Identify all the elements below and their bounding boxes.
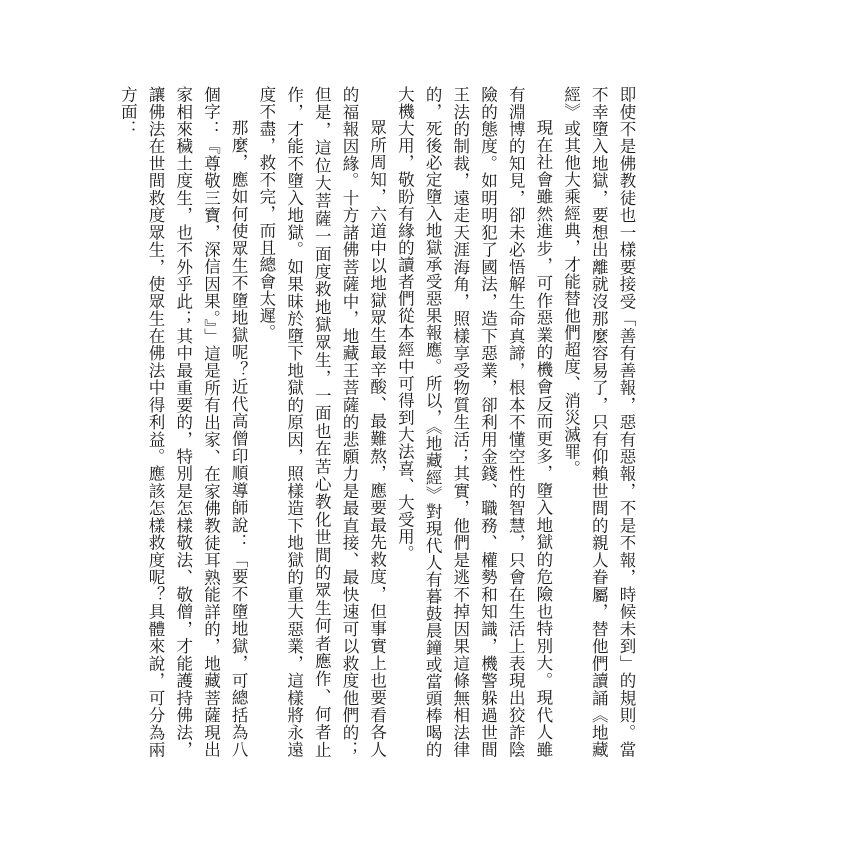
paragraph-2: 現在社會雖然進步，可作惡業的機會反而更多，墮入地獄的危險也特別大。現代人雖有淵博的知見，卻未必悟解生命真諦，根本不懂空性的智慧，只會在生活上表現出狡詐陰險的態度。如明明犯了國法，造下惡業，卻利用金錢、職務、權勢和知識，機警躲過世間王法的制裁，遠走天涯海角，照樣享受物質生活；其實，他們是逃不掉因果這條無相法律的，死後必定墮入地獄承受惡果報應。所以，《地藏經》對現代人有暮鼓晨鐘或當頭棒喝的大機大用，敬盼有緣的讀者們從本經中可得到大法喜、大受用。 bbox=[395, 86, 553, 758]
paragraph-4: 那麼，應如何使眾生不墮地獄呢？近代高僧印順導師說：「要不墮地獄，可總括為八個字：『尊敬三寶，深信因果。』」這是所有出家、在家佛教徒耳熟能詳的，地藏菩薩現出家相來穢土度生，也不外乎此；其中最重要的，特別是怎樣敬法、敬僧，才能護持佛法，讓佛法在世間救度眾生，使眾生在佛法中得利益。應該怎樣救度呢？具體來說，可分為兩方面： bbox=[118, 86, 249, 758]
vertical-text-body bbox=[118, 86, 640, 758]
paragraph-3: 眾所周知，六道中以地獄眾生最辛酸、最難熬，應要最先救度，但事實上也要看各人的福報因緣。十方諸佛菩薩中，地藏王菩薩的悲願力是最直接、最快速可以救度他們的；但是，這位大菩薩一面度救地獄眾生，一面也在苦心教化世間的眾生何者應作、何者止作，才能不墮入地獄。如果昧於墮下地獄的原因，照樣造下地獄的重大惡業，這樣將永遠度不盡，救不完，而且總會太遲。 bbox=[256, 86, 387, 758]
paragraph-1: 即使不是佛教徒也一樣要接受「善有善報，惡有惡報，不是不報，時候未到」的規則。當不幸墮入地獄，要想出離就沒那麼容易了，只有仰賴世間的親人眷屬，替他們讀誦《地藏經》或其他大乘經典，才能替他們超度、消災滅罪。 bbox=[561, 86, 636, 758]
